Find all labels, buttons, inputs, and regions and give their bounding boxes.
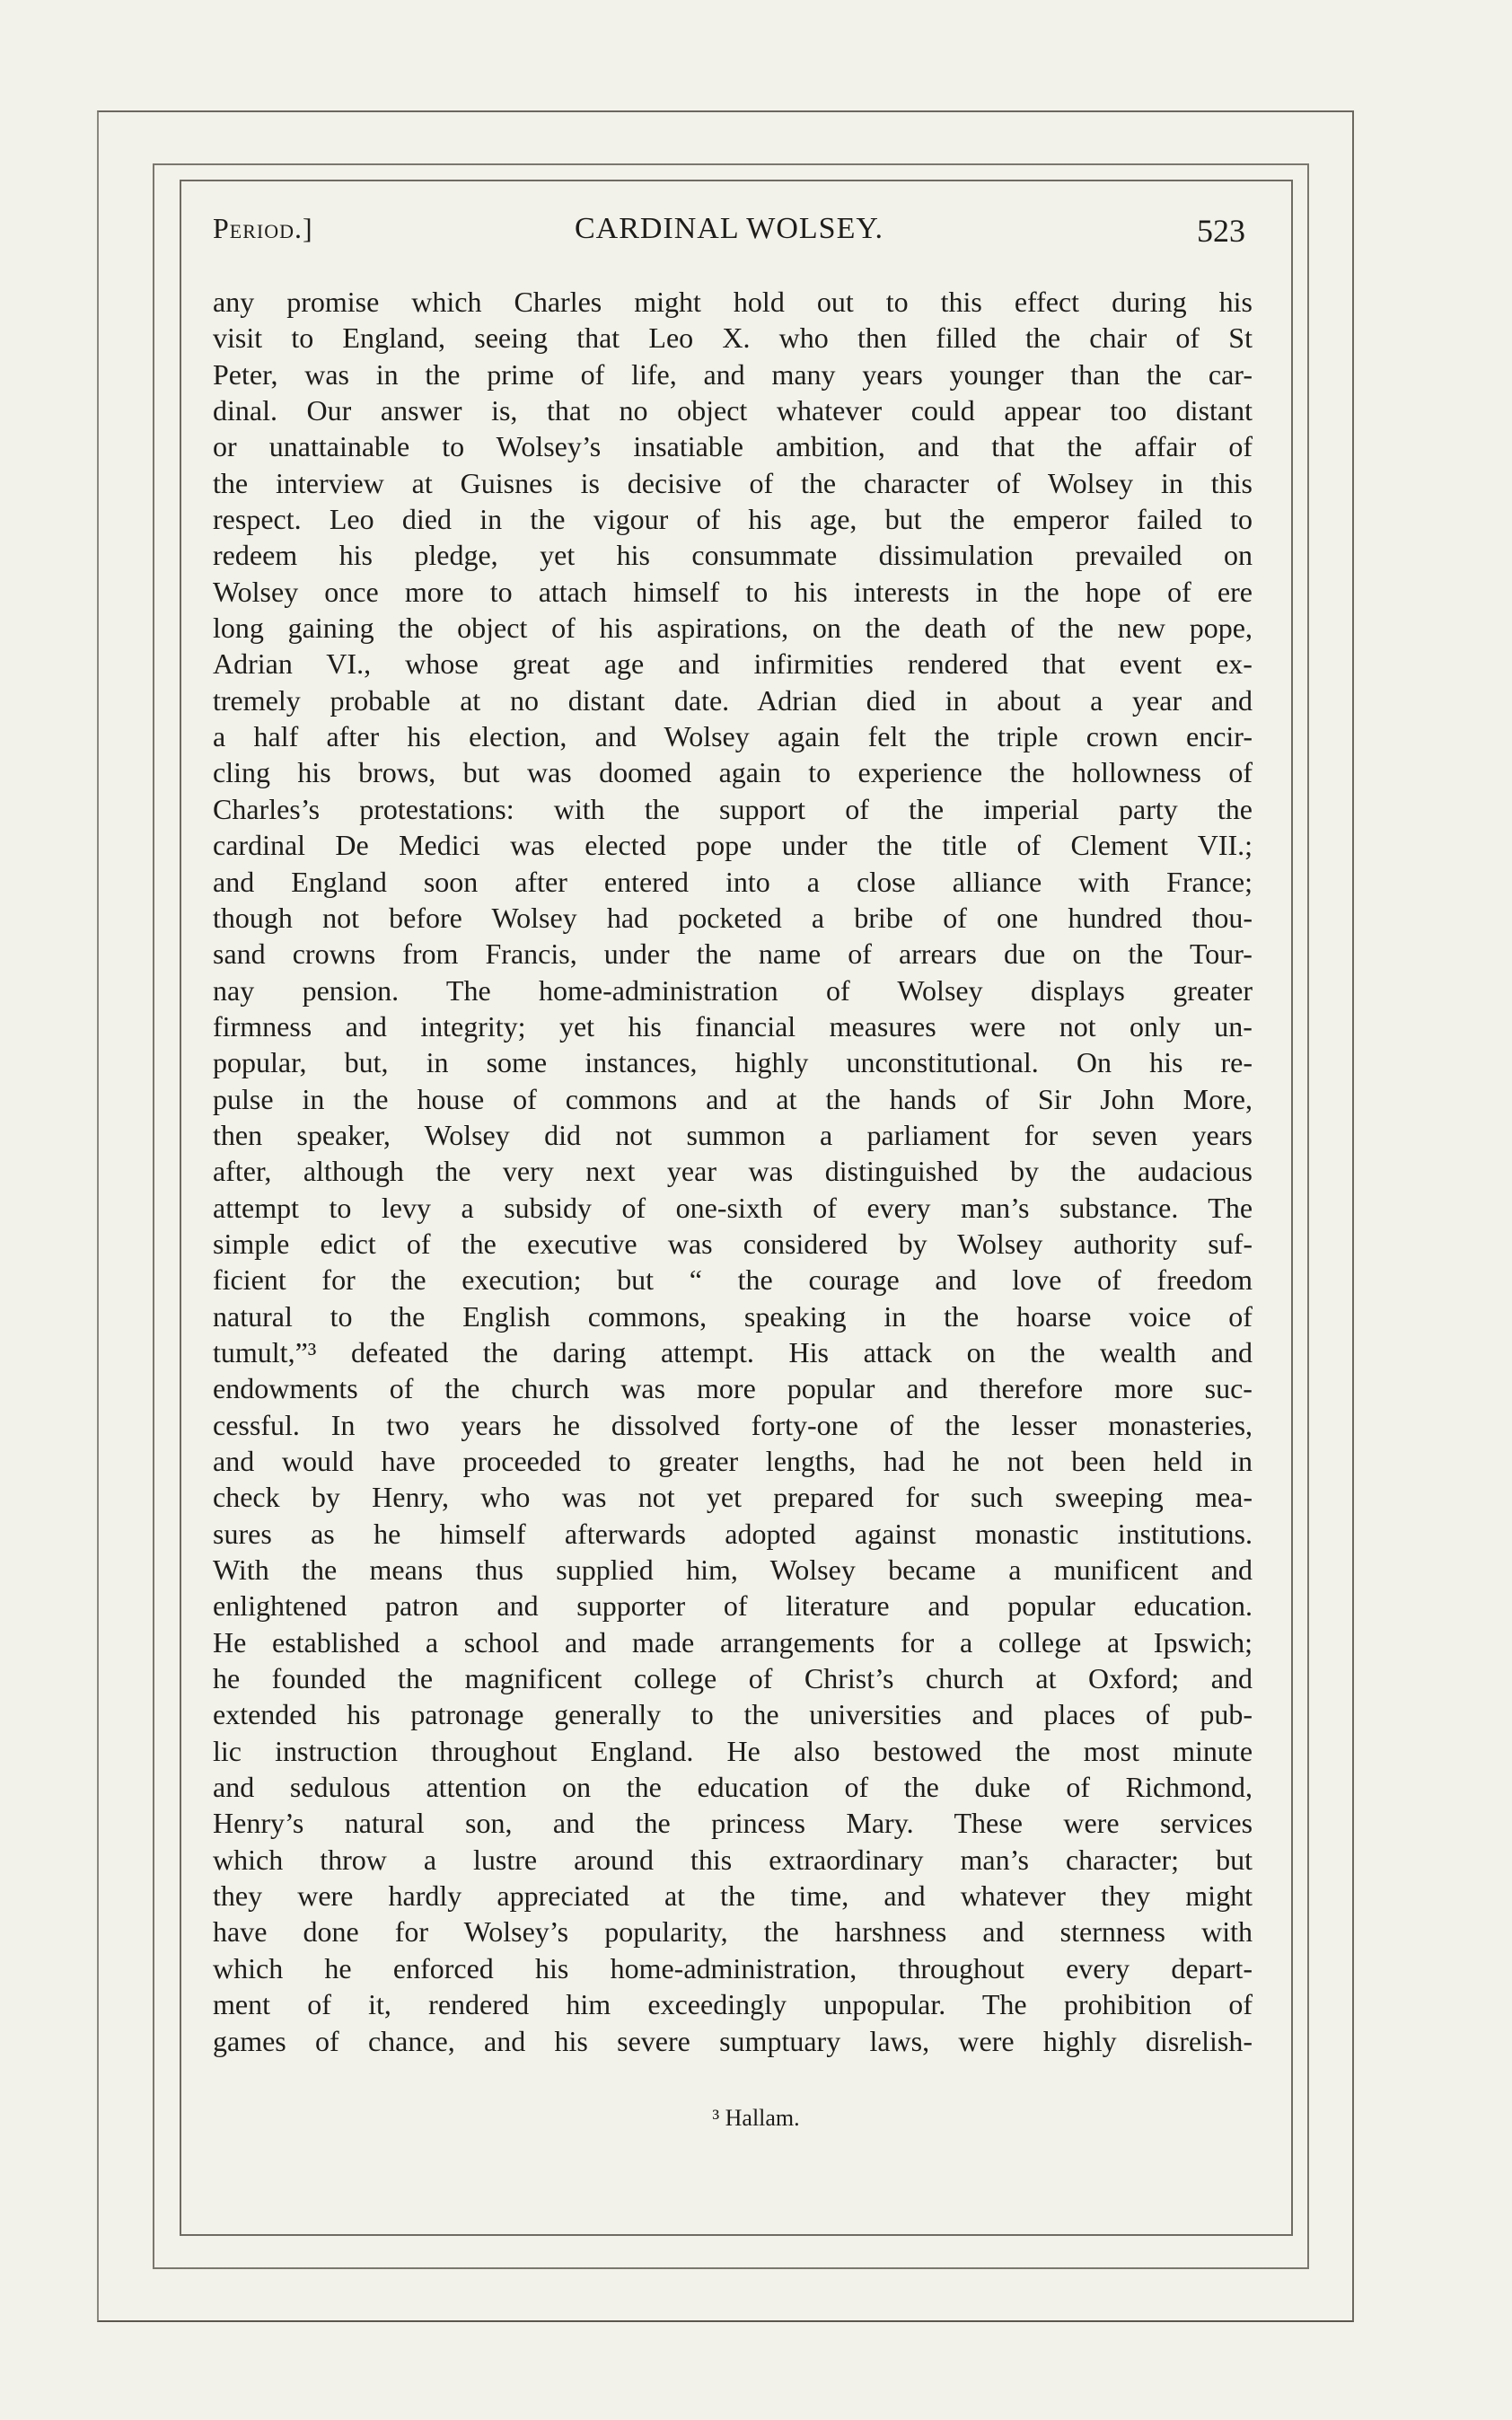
text-line: Henry’s natural son, and the princess Mary. These were services [213, 1807, 1253, 1840]
text-line: sures as he himself afterwards adopted against monastic institutions. [213, 1517, 1253, 1550]
page-number: 523 [1197, 213, 1245, 249]
text-line: and would have proceeded to greater lengths, had he not been held in [213, 1445, 1253, 1477]
text-line: tremely probable at no distant date. Adrian died in about a year and [213, 683, 1253, 717]
running-head-left: Period.] [213, 212, 313, 244]
text-line: dinal. Our answer is, that no object whatever could appear too distant [213, 394, 1253, 427]
text-line: or unattainable to Wolsey’s insatiable ambition, and that the affair of [213, 430, 1253, 463]
running-header [213, 212, 1245, 257]
body-text [213, 284, 1253, 2059]
text-line: respect. Leo died in the vigour of his age, but the emperor failed to [213, 503, 1253, 536]
text-line: have done for Wolsey’s popularity, the harshness and sternness with [213, 1915, 1253, 1949]
text-line: ficient for the execution; but “ the courage and love of freedom [213, 1263, 1253, 1297]
text-line: nay pension. The home-administration of Wolsey displays greater [213, 973, 1253, 1007]
text-line: popular, but, in some instances, highly unconstitutional. On his re- [213, 1046, 1253, 1079]
text-line: then speaker, Wolsey did not summon a parliament for seven years [213, 1118, 1253, 1151]
footnote: ³ Hallam. [712, 2105, 800, 2131]
text-line: Peter, was in the prime of life, and many years younger than the car- [213, 357, 1253, 391]
text-line: enlightened patron and supporter of literature and popular education. [213, 1589, 1253, 1623]
text-line: redeem his pledge, yet his consummate dissimulation prevailed on [213, 539, 1253, 572]
text-line: Wolsey once more to attach himself to his interests in the hope of ere [213, 575, 1253, 608]
text-line: natural to the English commons, speaking in the hoarse voice of [213, 1299, 1253, 1333]
text-line: Charles’s protestations: with the support of the imperial party the [213, 792, 1253, 825]
text-line: any promise which Charles might hold out to this effect during his [213, 286, 1253, 318]
text-line: the interview at Guisnes is decisive of the character of Wolsey in this [213, 466, 1253, 499]
text-line: they were hardly appreciated at the time, and whatever they might [213, 1879, 1253, 1913]
text-line: Adrian VI., whose great age and infirmities rendered that event ex- [213, 647, 1253, 681]
text-line: lic instruction throughout England. He also bestowed the most minute [213, 1734, 1253, 1767]
text-line: long gaining the object of his aspirations, on the death of the new pope, [213, 612, 1253, 645]
text-line: ment of it, rendered him exceedingly unpopular. The prohibition of [213, 1988, 1253, 2021]
text-line: pulse in the house of commons and at the hands of Sir John More, [213, 1082, 1253, 1115]
text-line: He established a school and made arrangements for a college at Ipswich; [213, 1625, 1253, 1659]
text-line: firmness and integrity; yet his financial measures were not only un- [213, 1009, 1253, 1043]
text-line: cling his brows, but was doomed again to experience the hollowness of [213, 756, 1253, 789]
text-line: he founded the magnificent college of Christ’s church at Oxford; and [213, 1662, 1253, 1695]
text-line: cessful. In two years he dissolved forty-one of the lesser monasteries, [213, 1408, 1253, 1441]
text-line: extended his patronage generally to the universities and places of pub- [213, 1698, 1253, 1731]
text-line: attempt to levy a subsidy of one-sixth of every man’s substance. The [213, 1191, 1253, 1224]
text-line: simple edict of the executive was considered by Wolsey authority suf- [213, 1227, 1253, 1260]
text-line: tumult,”³ defeated the daring attempt. His attack on the wealth and [213, 1335, 1253, 1368]
text-line: sand crowns from Francis, under the name of arrears due on the Tour- [213, 937, 1253, 971]
text-line: With the means thus supplied him, Wolsey became a munificent and [213, 1553, 1253, 1587]
text-line: check by Henry, who was not yet prepared for such sweeping mea- [213, 1481, 1253, 1514]
text-line: and England soon after entered into a close alliance with France; [213, 865, 1253, 898]
text-line: visit to England, seeing that Leo X. who then filled the chair of St [213, 321, 1253, 355]
text-line: after, although the very next year was distinguished by the audacious [213, 1155, 1253, 1188]
text-line: endowments of the church was more popular and therefore more suc- [213, 1372, 1253, 1405]
text-line: which he enforced his home-administration, throughout every depart- [213, 1951, 1253, 1984]
text-line: cardinal De Medici was elected pope under the title of Clement VII.; [213, 829, 1253, 862]
text-line: which throw a lustre around this extraordinary man’s character; but [213, 1843, 1253, 1876]
text-line: a half after his election, and Wolsey again felt the triple crown encir- [213, 720, 1253, 753]
text-line: games of chance, and his severe sumptuary laws, were highly disrelish- [213, 2024, 1253, 2057]
page-title: CARDINAL WOLSEY. [574, 212, 884, 245]
text-line: though not before Wolsey had pocketed a bribe of one hundred thou- [213, 901, 1253, 934]
text-line: and sedulous attention on the education of the duke of Richmond, [213, 1771, 1253, 1804]
